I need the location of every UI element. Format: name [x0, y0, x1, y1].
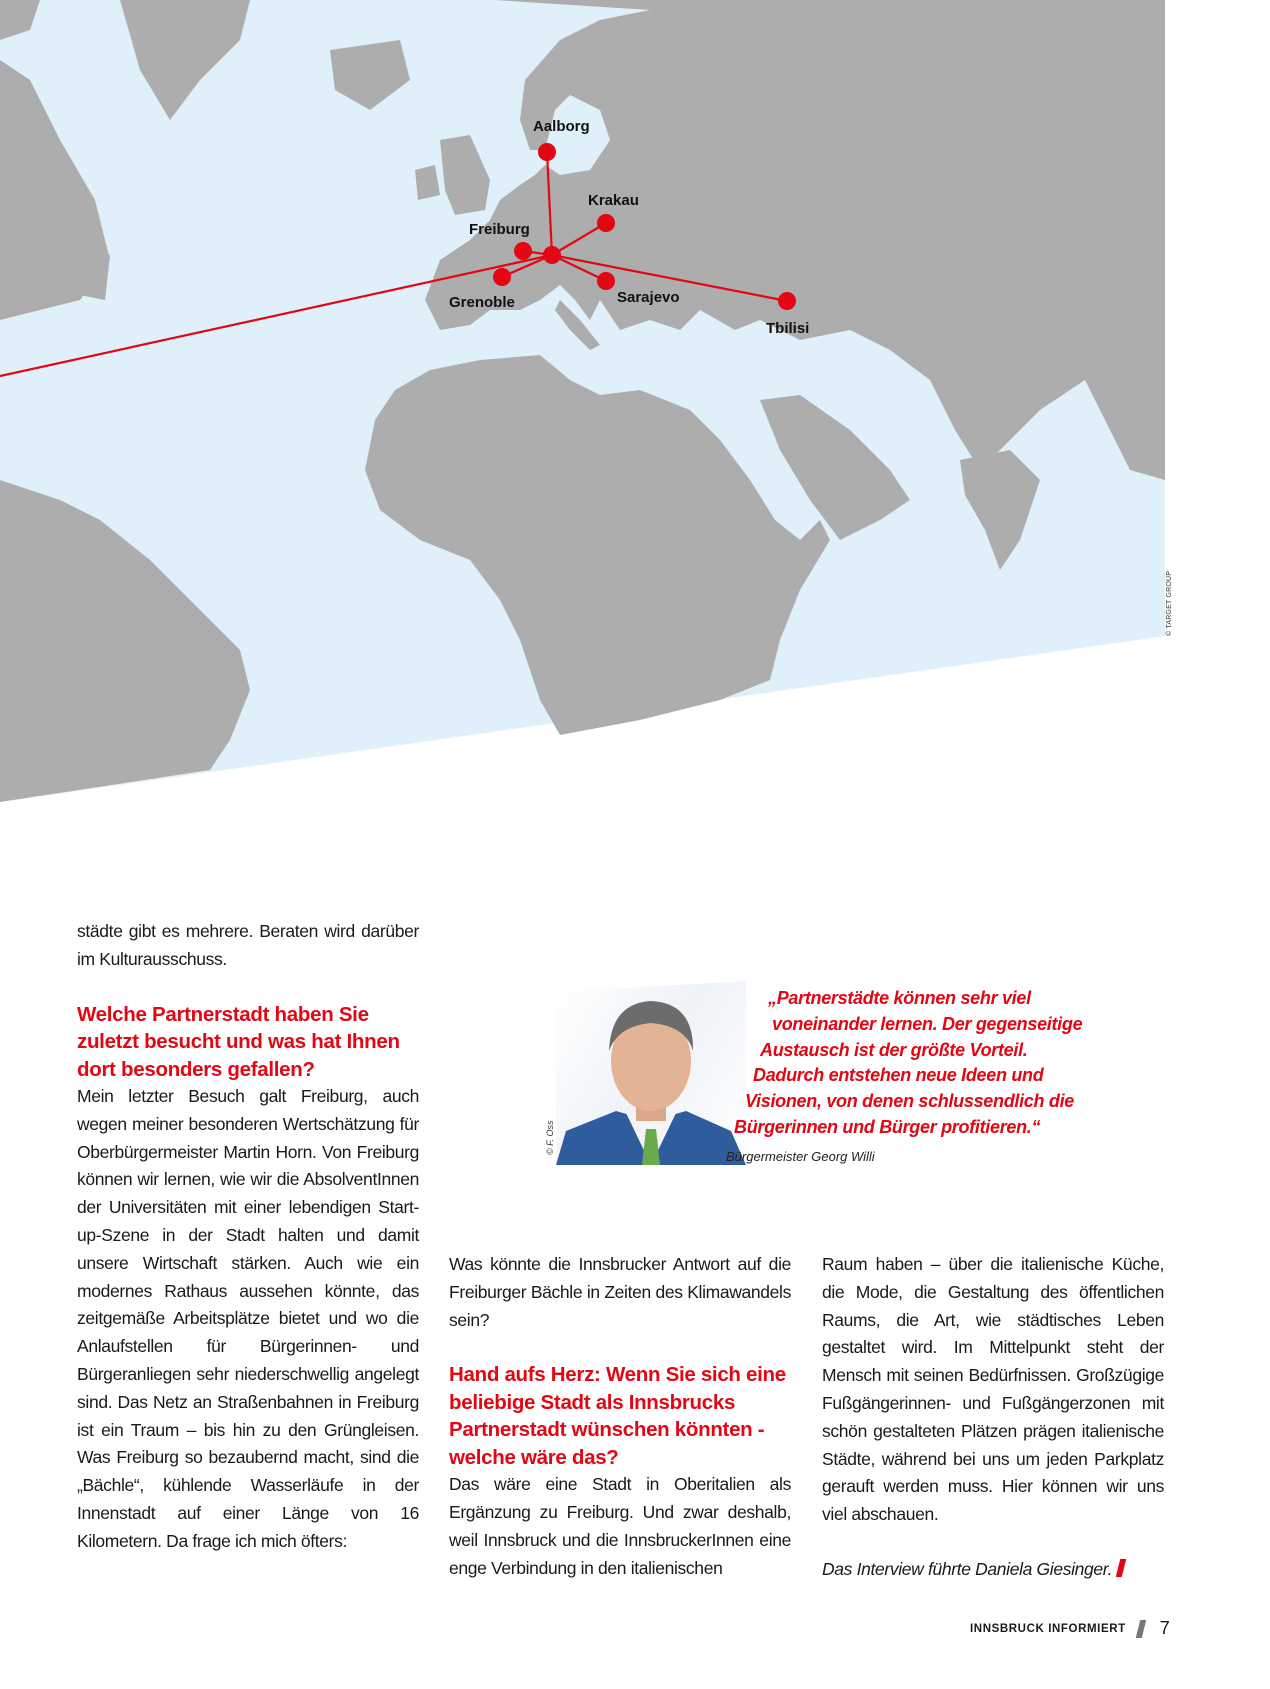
map-credit: © TARGET GROUP — [1166, 570, 1173, 636]
city-label-sarajevo: Sarajevo — [617, 289, 680, 306]
partner-cities-map — [0, 0, 1270, 820]
separator-slash-icon — [1136, 1620, 1146, 1638]
city-marker-grenoble — [493, 268, 511, 286]
interview-signature — [822, 1556, 1164, 1584]
article-column-1 — [77, 918, 419, 1556]
question-heading: Welche Partnerstadt haben Sie zuletzt besucht und was hat Ihnen dort besonders gefallen? — [77, 1002, 400, 1081]
quote-line: Bürgerinnen und Bürger profitieren.“ — [734, 1116, 1041, 1137]
city-label-grenoble: Grenoble — [449, 294, 515, 311]
quote-line: voneinander lernen. Der gegenseitige — [772, 1013, 1083, 1034]
photo-credit: © F. Oss — [545, 1120, 555, 1155]
city-marker-aalborg — [538, 143, 556, 161]
quote-line: Dadurch entstehen neue Ideen und — [753, 1065, 1044, 1086]
signature-text: Das Interview führte Daniela Giesinger. — [822, 1558, 1113, 1579]
article-column-2 — [449, 1251, 791, 1583]
mayor-portrait-photo — [556, 981, 746, 1165]
city-label-krakau: Krakau — [588, 192, 639, 209]
magazine-name: INNSBRUCK INFORMIERT — [970, 1622, 1126, 1635]
city-marker-sarajevo — [597, 272, 615, 290]
innsbruck-marker — [543, 246, 561, 264]
quote-line: Austausch ist der größte Vorteil. — [760, 1039, 1028, 1060]
city-label-tbilisi: Tbilisi — [766, 320, 810, 337]
city-label-freiburg: Freiburg — [469, 221, 530, 238]
answer-text: Was könnte die Innsbrucker Antwort auf die Freiburger Bächle in Zeiten des Klimawandels sein? — [449, 1254, 791, 1330]
city-marker-tbilisi — [778, 292, 796, 310]
quote-line: Visionen, von denen schlussendlich die — [745, 1091, 1075, 1112]
intro-text: städte gibt es mehrere. Beraten wird darüber im Kulturausschuss. — [77, 921, 419, 969]
pull-quote — [720, 986, 1120, 1141]
answer-text: Mein letzter Besuch galt Freiburg, auch wegen meiner besonderen Wertschätzung für Oberbürgermeister Martin Horn. Von Freiburg können wir lernen, wie wir die AbsolventInnen der Universitäten mit einer lebendigen Start-up-Szene in der Stadt halten und damit unsere Wirtschaft stärken. Auch wie ein modernes Rathaus aussehen könnte, das zeitgemäße Arbeitsplätze bietet und wo die Anlaufstellen für Bürgerinnen- und Bürgeranliegen sehr niederschwellig angelegt sind. Das Netz an Straßenbahnen in Freiburg ist ein Traum – bis hin zu den Grüngleisen. Was Freiburg so bezaubernd macht, sind die „Bächle“, kühlende Wasserläufe in der Innenstadt auf einer Länge von 16 Kilometern. Da frage ich mich öfters: — [77, 1086, 419, 1551]
question-heading: Hand aufs Herz: Wenn Sie sich eine beliebige Stadt als Innsbrucks Partnerstadt wünschen könnten - welche wäre das? — [449, 1363, 786, 1469]
quote-caption: Bürgermeister Georg Willi — [726, 1149, 875, 1164]
end-mark-icon — [1116, 1559, 1126, 1577]
city-marker-freiburg — [514, 242, 532, 260]
city-marker-krakau — [597, 214, 615, 232]
article-column-3 — [822, 1251, 1164, 1584]
page-footer — [970, 1618, 1170, 1639]
answer-text: Raum haben – über die italienische Küche, die Mode, die Gestaltung des öffentlichen Raums, die Art, wie städtisches Leben gestaltet wird. Im Mittelpunkt steht der Mensch mit seinen Bedürfnissen. Großzügige Fußgängerinnen- und Fußgängerzonen mit schön gestalteten Plätzen prägen italienische Städte, während bei uns um jeden Parkplatz gerauft werden muss. Hier können wir uns viel abschauen. — [822, 1254, 1164, 1525]
city-label-aalborg: Aalborg — [533, 118, 590, 135]
portrait-illustration — [556, 981, 746, 1165]
quote-line: „Partnerstädte können sehr viel — [768, 988, 1031, 1008]
answer-text: Das wäre eine Stadt in Oberitalien als Ergänzung zu Freiburg. Und zwar deshalb, weil Innsbruck und die InnsbruckerInnen eine enge Verbindung in den italienischen — [449, 1474, 791, 1578]
page-number: 7 — [1159, 1618, 1170, 1638]
